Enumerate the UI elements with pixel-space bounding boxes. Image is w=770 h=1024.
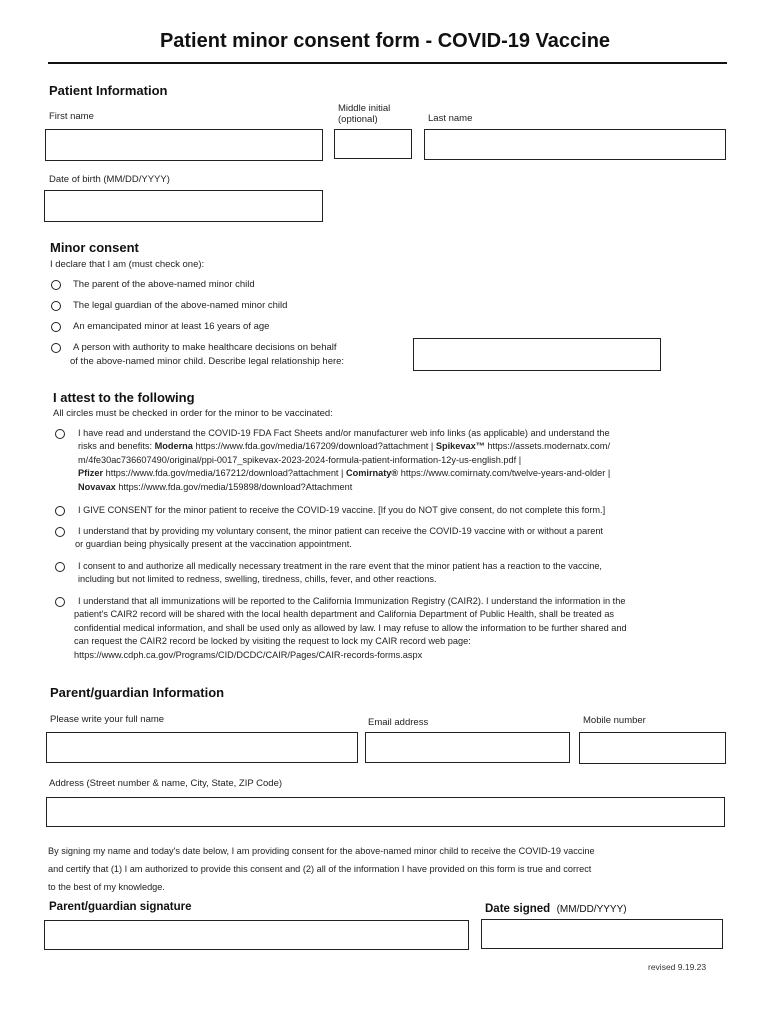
first-name-field[interactable]	[45, 129, 323, 161]
cair-records-link: https://www.cdph.ca.gov/Programs/CID/DCDC/CAIR/Pages/CAIR-records-forms.aspx	[74, 649, 423, 660]
date-signed-field[interactable]	[481, 919, 723, 949]
treatment-statement: I consent to and authorize all medically necessary treatment in the rare event that the minor patient has a reaction to the vaccine, including but not limited to redness, swelling, tiredness, chills, fever, and other reactions.	[78, 561, 602, 585]
email-field[interactable]	[365, 732, 570, 763]
authority-option-line-1: A person with authority to make healthcare decisions on behalf	[73, 342, 337, 353]
mobile-label: Mobile number	[583, 715, 646, 726]
give-consent-radio[interactable]	[55, 506, 65, 516]
legal-relationship-field[interactable]	[413, 338, 661, 371]
fact-sheet-statement: I have read and understand the COVID-19 FDA Fact Sheets and/or manufacturer web info links (as applicable) and understand the risks and benefits: Moderna https://www.fda.gov/media/167209/download?attachment | Spikevax™ https://assets.modernatx.com/ m/4fe30ac736607490/original/ppi-0017_spikevax-2023-2024-formula-patient-information-12y-us-english.pdf | Pfizer https://www.fda.gov/media/167212/download?attachment | Comirnaty® https://www.comirnaty.com/twelve-years-and-older | Novavax https://www.fda.gov/media/159898/download?Attachment	[78, 428, 611, 492]
fact-sheet-radio[interactable]	[55, 429, 65, 439]
parent-option-label: The parent of the above-named minor child	[73, 279, 255, 290]
certification-text: By signing my name and today's date below, I am providing consent for the above-named minor child to receive the COVID-19 vaccine and certify that (1) I am authorized to provide this consent and (2) all of the information I have provided on this form is true and correct to the best of my knowledge.	[48, 846, 595, 892]
presence-statement: I understand that by providing my voluntary consent, the minor patient can receive the COVID-19 vaccine with or without a parent or guardian being physically present at the vaccination appointment.	[75, 526, 603, 550]
page-title: Patient minor consent form - COVID-19 Vaccine	[159, 30, 611, 52]
comirnaty-label: Comirnaty®	[345, 468, 399, 479]
email-label: Email address	[368, 717, 429, 728]
address-label: Address (Street number & name, City, State, ZIP Code)	[49, 778, 283, 789]
minor-consent-heading: Minor consent	[50, 240, 139, 255]
treatment-radio[interactable]	[55, 562, 65, 572]
signature-label: Parent/guardian signature	[49, 901, 192, 913]
emancipated-minor-radio[interactable]	[51, 322, 61, 332]
guardian-info-heading: Parent/guardian Information	[50, 685, 225, 700]
first-name-label: First name	[49, 111, 94, 122]
moderna-label: Moderna	[154, 441, 193, 452]
signature-field[interactable]	[44, 920, 469, 950]
revision-date: revised 9.19.23	[648, 962, 707, 972]
attest-heading: I attest to the following	[53, 390, 195, 405]
cair2-radio[interactable]	[55, 597, 65, 607]
emancipated-minor-option-label: An emancipated minor at least 16 years of age	[73, 321, 270, 332]
attest-instruction: All circles must be checked in order for the minor to be vaccinated:	[53, 408, 333, 419]
patient-info-heading: Patient Information	[49, 83, 168, 98]
legal-guardian-option-label: The legal guardian of the above-named minor child	[73, 300, 288, 311]
authority-option-line-2: of the above-named minor child. Describe legal relationship here:	[70, 356, 345, 367]
mobile-field[interactable]	[579, 732, 726, 764]
last-name-label: Last name	[428, 113, 473, 124]
address-field[interactable]	[46, 797, 725, 827]
dob-field[interactable]	[44, 190, 323, 222]
middle-initial-optional-label: (optional)	[338, 114, 378, 125]
middle-initial-field[interactable]	[334, 129, 412, 159]
novavax-label: Novavax	[78, 481, 116, 492]
full-name-field[interactable]	[46, 732, 358, 763]
legal-guardian-radio[interactable]	[51, 301, 61, 311]
title-divider	[48, 62, 727, 64]
authority-person-radio[interactable]	[51, 343, 61, 353]
parent-radio[interactable]	[51, 280, 61, 290]
give-consent-statement: I GIVE CONSENT for the minor patient to receive the COVID-19 vaccine. [If you do NOT give consent, do not complete this form.]	[78, 505, 606, 515]
last-name-field[interactable]	[424, 129, 726, 160]
full-name-label: Please write your full name	[50, 714, 165, 725]
presence-radio[interactable]	[55, 527, 65, 537]
middle-initial-label: Middle initial	[338, 103, 391, 114]
spikevax-label: Spikevax™	[435, 441, 485, 452]
cair2-statement: I understand that all immunizations will be reported to the California Immunization Registry (CAIR2). I understand the information in the patient's CAIR2 record will be shared with the local health department and California Department of Public Health, shall be treated as confidential medical information, and shall be used only as allowed by law. I may refuse to allow the information to be further shared and can request the CAIR2 record be locked by visiting the request to lock my CAIR record web page: https://www.cdph.ca.gov/Programs/CID/DCDC/CAIR/Pages/CAIR-records-forms.aspx	[74, 595, 739, 662]
date-signed-label: Date signed (MM/DD/YYYY)	[485, 903, 627, 915]
pfizer-label: Pfizer	[78, 468, 104, 479]
minor-consent-instruction: I declare that I am (must check one):	[50, 259, 205, 270]
dob-label: Date of birth (MM/DD/YYYY)	[49, 174, 170, 185]
